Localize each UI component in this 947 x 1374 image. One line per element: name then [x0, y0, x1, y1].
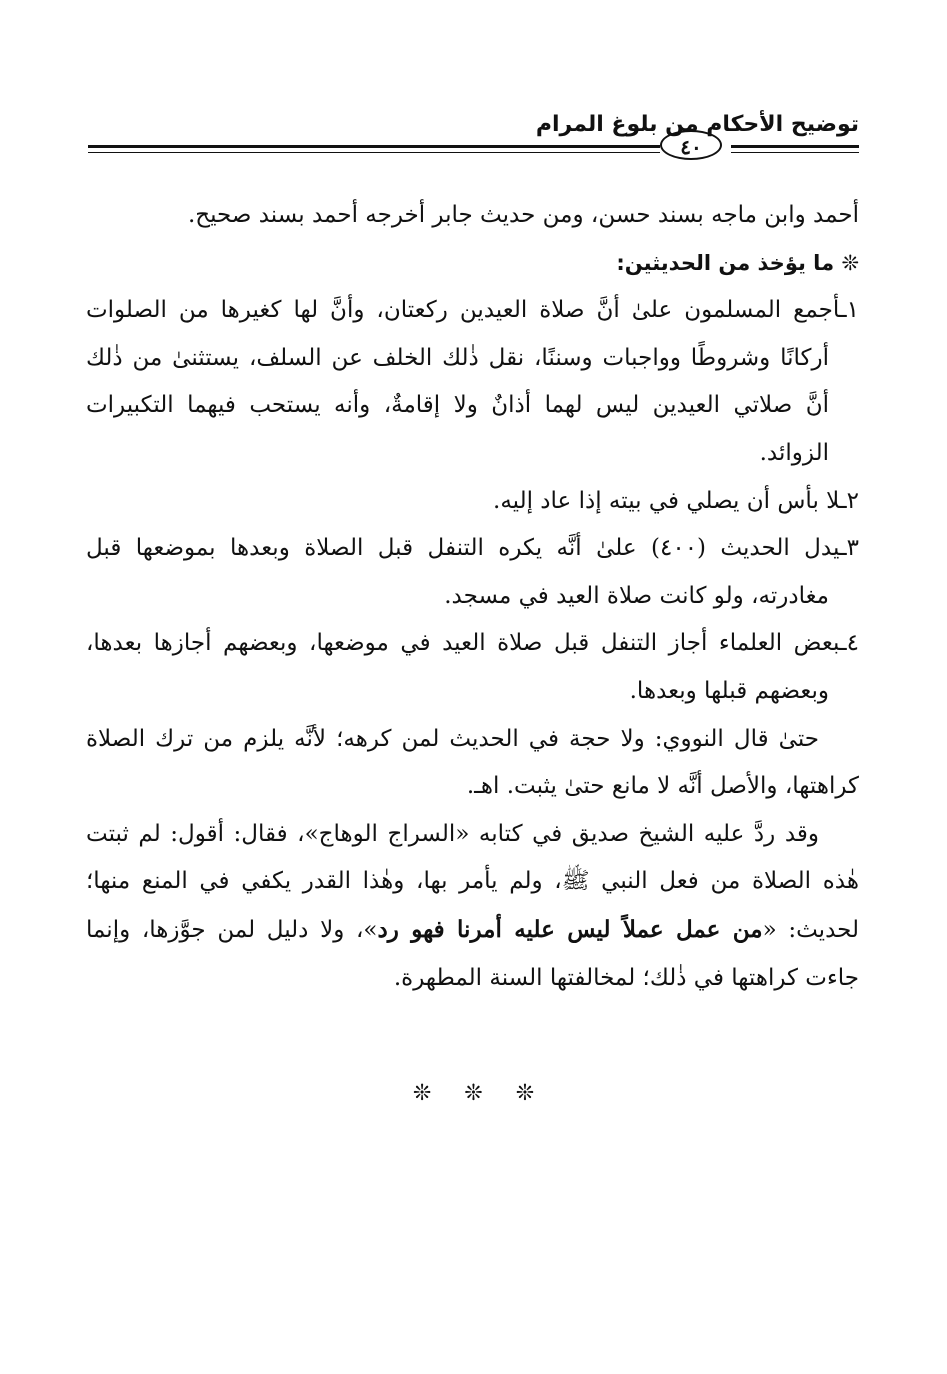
asterisk-icon: ❊ [412, 1081, 432, 1106]
section-heading-text: ما يؤخذ من الحديثين: [616, 250, 835, 275]
asterisk-icon: ❊ [841, 250, 859, 275]
asterisk-icon: ❊ [464, 1081, 483, 1106]
item-number: ٢ـ [839, 487, 859, 514]
asterisk-icon: ❊ [515, 1081, 535, 1106]
item-text: بعض العلماء أجاز التنفل قبل صلاة العيد في موضعها، وبعضهم أجازها بعدها، وبعضهم قبلها وبعدها. [86, 630, 840, 704]
hadith-quote: من عمل عملاً ليس عليه أمرنا فهو رد [377, 915, 763, 943]
paragraph-siddiq-part1: وقد ردَّ عليه الشيخ صديق في كتابه «السراج الوهاج»، فقال: أقول: لم ثبتت هٰذه الصلاة من فعل النبي ﷺ، ولم يأمر بها، وهٰذا القدر يكفي في المنع منها؛ لحديث: « [86, 820, 859, 943]
item-text: لا بأس أن يصلي في بيته إذا عاد إليه. [493, 487, 840, 514]
item-text: يدل الحديث (٤٠٠) علىٰ أنَّه يكره التنفل قبل الصلاة وبعدها بموضعها قبل مغادرته، ولو كانت صلاة العيد في مسجد. [86, 535, 840, 609]
end-separator [0, 1081, 947, 1106]
section-heading [86, 240, 859, 288]
intro-line: أحمد وابن ماجه بسند حسن، ومن حديث جابر أخرجه أحمد بسند صحيح. [187, 202, 859, 228]
page-number: ٤٠ [660, 130, 722, 160]
list-item [86, 478, 859, 526]
page-header [88, 108, 859, 178]
paragraph-siddiq [86, 811, 859, 1002]
paragraph-nawawi: حتىٰ قال النووي: ولا حجة في الحديث لمن كرهه؛ لأنَّه يلزم من ترك الصلاة كراهتها، والأصل أنَّه لا مانع حتىٰ يثبت. اهـ. [86, 725, 859, 800]
item-number: ١ـ [839, 297, 859, 324]
item-number: ٣ـ [839, 535, 859, 562]
book-title: توضيح الأحكام من بلوغ المرام [535, 112, 859, 137]
list-item [86, 287, 859, 477]
item-number: ٤ـ [839, 630, 859, 657]
list-item [86, 620, 859, 715]
header-rule-left [88, 145, 660, 148]
item-text: أجمع المسلمون علىٰ أنَّ صلاة العيدين ركعتان، وأنَّ لها كغيرها من الصلوات أركانًا وشروطًا وواجبات وسننًا، نقل ذٰلك الخلف عن السلف، يستثنىٰ من ذٰلك أنَّ صلاتي العيدين ليس لهما أذانٌ ولا إقامةٌ، وأنه يستحب فيهما التكبيرات الزوائد. [86, 297, 840, 466]
header-rule-right [731, 145, 859, 148]
paragraph-siddiq-part2: »، ولا دليل لمن جوَّزها، وإنما جاءت كراهتها في ذٰلك؛ لمخالفتها السنة المطهرة. [86, 916, 859, 991]
page-body [86, 192, 859, 1002]
list-item [86, 525, 859, 620]
